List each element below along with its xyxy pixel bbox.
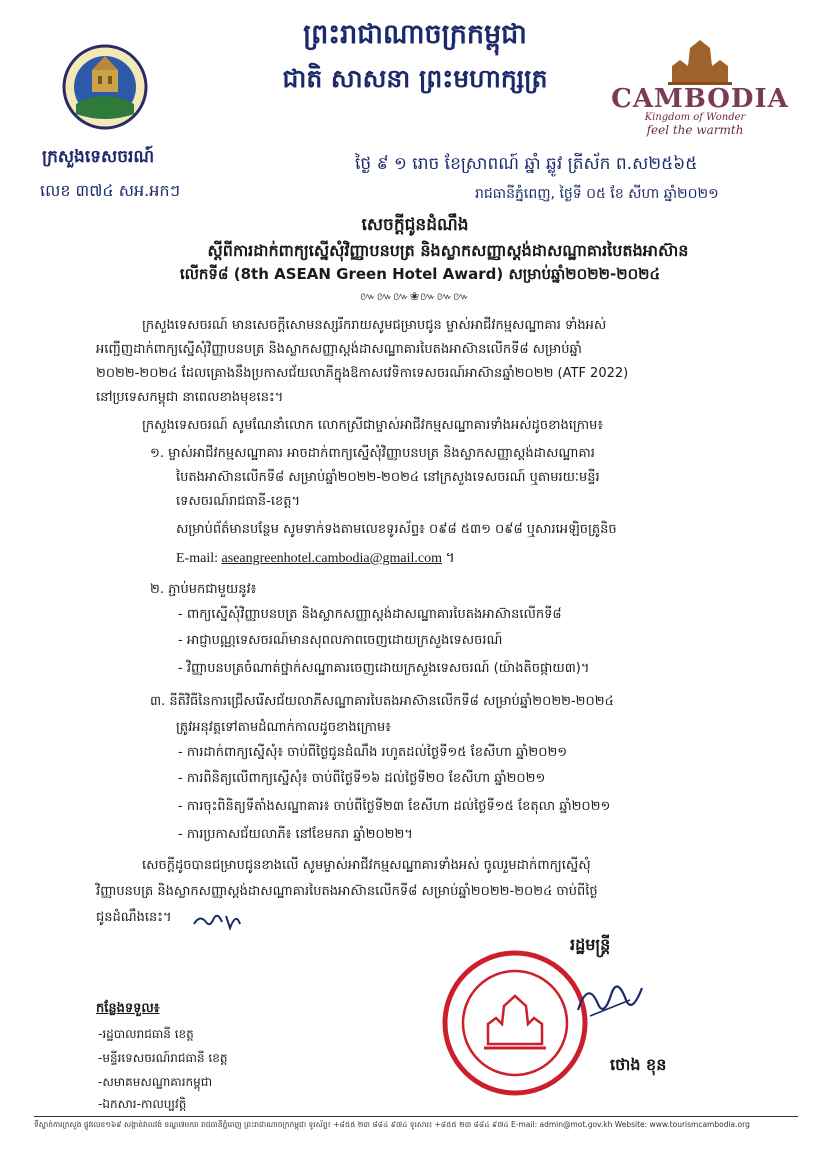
timeline-item: - ការប្រកាសជ័យលាភី៖ នៅខែមករា ឆ្នាំ២០២២។ <box>178 827 413 842</box>
contact-email-link[interactable]: aseangreenhotel.cambodia@gmail.com <box>221 551 442 566</box>
ministry-seal-logo <box>62 44 148 130</box>
attachment-item: - ពាក្យស្នើសុំវិញ្ញាបនបត្រ និងស្លាកសញ្ញាស្តង់ដាសណ្ឋាគារបៃតងអាស៊ានលើកទី៨ <box>178 607 562 622</box>
footer-address: ទីស្នាក់ការក្រសួង ផ្លូវលេខ១៦៩ សង្កាត់វាលវង់ ខណ្ឌ៧មករា រាជធានីភ្នំពេញ ព្រះរាជាណាចក្រកម្ពុជា ទូរស័ព្ទ៖ +៨៥៥ ២៣ ៨៨៤ ៩៧៤ ទូរសារ៖ +៨៥៥ ២៣ ៨៨៤ ៩៧៤ E-mail: admin@mot.gov.kh Website: www.tourismcambodia.org <box>34 1120 750 1129</box>
lunar-date: ថ្ងៃ ៩ ១ រោច ខែស្រាពណ៍ ឆ្នាំ ឆ្លូវ ត្រីស័ក ព.ស២៥៦៥ <box>355 154 698 174</box>
place-date: រាជធានីភ្នំពេញ, ថ្ងៃទី ០៥ ខែ សីហា ឆ្នាំ២០២១ <box>475 186 719 202</box>
recipient-item: -រដ្ឋបាលរាជធានី ខេត្ត <box>98 1027 194 1041</box>
item1-line: ១. ម្ចាស់អាជីវកម្មសណ្ឋាគារ អាចដាក់ពាក្យស្នើសុំវិញ្ញាបនបត្រ និងស្លាកសញ្ញាស្តង់ដាសណ្ឋាគារ <box>150 446 595 461</box>
official-red-seal-stamp <box>440 948 590 1098</box>
timeline-item: - ការចុះពិនិត្យទីតាំងសណ្ឋាគារ៖ ចាប់ពីថ្ងៃទី២៣ ខែសីហា ដល់ថ្ងៃទី១៥ ខែតុលា ឆ្នាំ២០២១ <box>178 799 611 814</box>
brand-name: CAMBODIA <box>611 84 789 114</box>
recipient-item: -សមាគមសណ្ឋាគារកម្ពុជា <box>98 1075 213 1089</box>
intro-line: ២០២២-២០២៤ ដែលគ្រោងនឹងប្រកាសជ័យលាភីក្នុងឱកាសវេទិកាទេសចរណ៍អាស៊ានឆ្នាំ២០២២ (ATF 2022) <box>96 366 629 381</box>
closing-line: ជូនដំណឹងនេះ។ <box>96 910 172 925</box>
recipient-item: -ឯកសារ-កាលប្បវត្តិ <box>98 1097 187 1111</box>
kingdom-heading: ព្រះរាជាណាចក្រកម្ពុជា <box>303 19 527 50</box>
closing-line: សេចក្តីដូចបានជម្រាបជូនខាងលើ សូមម្ចាស់អាជីវកម្មសណ្ឋាគារទាំងអស់ ចូលរួមដាក់ពាក្យស្នើសុំ <box>142 858 591 873</box>
contact-email-line <box>176 548 455 569</box>
email-label: E-mail: <box>176 551 218 566</box>
notice-subject-award: លើកទី៨ (8th ASEAN Green Hotel Award) សម្រាប់ឆ្នាំ២០២២-២០២៤ <box>179 265 661 283</box>
item1-line: សម្រាប់ព័ត៌មានបន្ថែម សូមទាក់ទងតាមលេខទូរស័ព្ទ៖ ០៩៨ ៥៣១ ០៩៨ ឬសារអេឡិចត្រូនិច <box>176 522 617 537</box>
item3-heading: ៣. នីតិវិធីនៃការជ្រើសរើសជ័យលាភីសណ្ឋាគារបៃតងអាស៊ានលើកទី៨ សម្រាប់ឆ្នាំ២០២២-២០២៤ <box>150 694 614 709</box>
email-end: ។ <box>445 551 455 566</box>
notice-subject: ស្តីពីការដាក់ពាក្យស្នើសុំវិញ្ញាបនបត្រ និងស្លាកសញ្ញាស្តង់ដាសណ្ឋាគារបៃតងអាស៊ាន <box>207 241 689 260</box>
title-ornament: ៚៚៚❀៚៚៚ <box>360 290 470 303</box>
recipients-heading: កន្លែងទទួល៖ <box>96 1001 160 1016</box>
guidance-paragraph: ក្រសួងទេសចរណ៍ សូមណែនាំលោក លោកស្រីជាម្ចាស់អាជីវកម្មសណ្ឋាគារទាំងអស់ដូចខាងក្រោម៖ <box>142 418 604 433</box>
footer-divider <box>34 1116 798 1117</box>
timeline-item: - ការពិនិត្យលើពាក្យស្នើសុំ៖ ចាប់ពីថ្ងៃទី១៦ ដល់ថ្ងៃទី២០ ខែសីហា ឆ្នាំ២០២១ <box>178 771 546 786</box>
attachment-item: - អាជ្ញាបណ្ណទេសចរណ៍មានសុពលភាពចេញដោយក្រសួងទេសចរណ៍ <box>178 633 503 648</box>
item1-line: បៃតងអាស៊ានលើកទី៨ សម្រាប់ឆ្នាំ២០២២-២០២៤ នៅក្រសួងទេសចរណ៍ ឬតាមរយៈមន្ទីរ <box>176 470 600 485</box>
ministry-name: ក្រសួងទេសចរណ៍ <box>42 147 155 167</box>
brand-slogan: feel the warmth <box>646 123 744 137</box>
reference-number: លេខ ៣៧៤ សអ.អកៗ <box>40 181 181 200</box>
intro-line: នៅប្រទេសកម្ពុជា នាពេលខាងមុខនេះ។ <box>96 390 284 405</box>
timeline-item: - ការដាក់ពាក្យស្នើសុំ៖ ចាប់ពីថ្ងៃជូនដំណឹង រហូតដល់ថ្ងៃទី១៥ ខែសីហា ឆ្នាំ២០២១ <box>178 745 568 760</box>
recipient-item: -មន្ទីរទេសចរណ៍រាជធានី ខេត្ត <box>98 1051 228 1065</box>
minister-signature <box>570 970 650 1030</box>
item1-line: ទេសចរណ៍រាជធានី-ខេត្ត។ <box>176 494 301 509</box>
signatory-name: ថោង ខុន <box>610 1055 667 1074</box>
item2-heading: ២. ភ្ជាប់មកជាមួយនូវ៖ <box>150 582 257 597</box>
attachment-item: - វិញ្ញាបនបត្រចំណាត់ថ្នាក់សណ្ឋាគារចេញដោយក្រសួងទេសចរណ៍ (យ៉ាងតិចផ្កាយ៣)។ <box>178 661 590 676</box>
brand-tagline: Kingdom of Wonder <box>644 112 746 123</box>
closing-line: វិញ្ញាបនបត្រ និងស្លាកសញ្ញាស្តង់ដាសណ្ឋាគារបៃតងអាស៊ានលើកទី៨ សម្រាប់ឆ្នាំ២០២២-២០២៤ ចាប់ពីថ្ងៃ <box>96 884 598 899</box>
notice-title: សេចក្តីជូនដំណឹង <box>361 215 469 235</box>
intro-line: ក្រសួងទេសចរណ៍ មានសេចក្តីសោមនស្សរីករាយសូមជម្រាបជូន ម្ចាស់អាជីវកម្មសណ្ឋាគារ ទាំងអស់ <box>142 318 607 333</box>
signatory-role: រដ្ឋមន្ត្រី <box>570 935 611 954</box>
item3-subheading: ត្រូវអនុវត្តទៅតាមដំណាក់កាលដូចខាងក្រោម៖ <box>176 720 391 735</box>
handwritten-initials <box>190 908 244 932</box>
national-motto: ជាតិ សាសនា ព្រះមហាក្សត្រ <box>282 64 548 93</box>
intro-line: អញ្ជើញដាក់ពាក្យស្នើសុំវិញ្ញាបនបត្រ និងស្លាកសញ្ញាស្តង់ដាសណ្ឋាគារបៃតងអាស៊ានលើកទី៨ សម្រាប់ឆ្នាំ <box>96 342 582 357</box>
